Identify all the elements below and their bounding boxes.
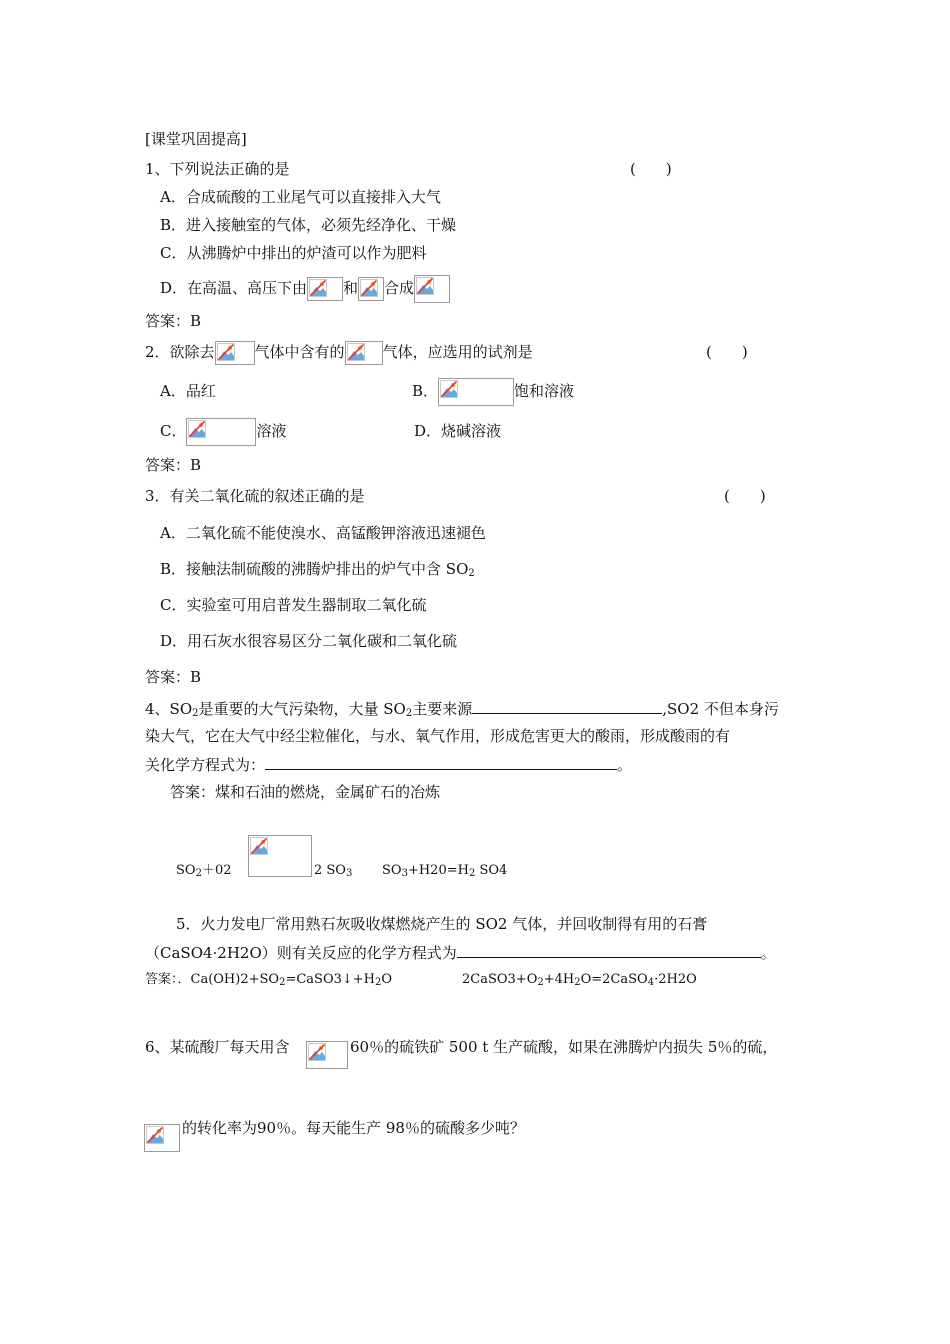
subscript: 2 bbox=[279, 977, 286, 988]
answer-blank bbox=[472, 697, 662, 714]
eq-text: SO bbox=[382, 863, 402, 878]
q4-eq-second bbox=[382, 860, 507, 885]
section-title: [课堂巩固提高] bbox=[145, 130, 247, 148]
q2-answer: 答案：B bbox=[145, 456, 202, 474]
q4-text: ,SO2 不但本身污 bbox=[662, 700, 779, 718]
q4-text: 主要来源 bbox=[412, 700, 473, 718]
q2-option-a: A．品红 bbox=[160, 382, 216, 400]
broken-image-icon bbox=[186, 418, 256, 446]
q4-text: 4、SO bbox=[145, 700, 193, 718]
subscript: 3 bbox=[401, 868, 408, 879]
subscript: 2 bbox=[537, 977, 544, 988]
broken-image-icon bbox=[306, 1041, 348, 1069]
q4-eq-left bbox=[176, 860, 232, 885]
q2-stem-prefix: 2．欲除去 bbox=[145, 343, 215, 361]
q5-ans-text: 2CaSO3+O bbox=[462, 972, 538, 987]
q5-line2 bbox=[145, 941, 776, 964]
broken-image-icon bbox=[358, 277, 384, 301]
subscript: 2 bbox=[574, 977, 581, 988]
q2-stem bbox=[145, 341, 533, 365]
q1-answer: 答案：B bbox=[145, 312, 202, 330]
q1-stem: 1、下列说法正确的是 bbox=[145, 160, 290, 178]
q1-option-c: C．从沸腾炉中排出的炉渣可以作为肥料 bbox=[160, 244, 427, 262]
subscript: 2 bbox=[192, 708, 199, 719]
q1-option-a: A．合成硫酸的工业尾气可以直接排入大气 bbox=[160, 188, 441, 206]
subscript: 4 bbox=[647, 977, 655, 988]
q1-d-prefix: D．在高温、高压下由 bbox=[160, 279, 308, 297]
q2-stem-suffix: 气体，应选用的试剂是 bbox=[382, 343, 533, 361]
q4-text: 关化学方程式为： bbox=[145, 756, 266, 774]
q2-bracket: ( ) bbox=[706, 343, 748, 361]
q5-text: 。 bbox=[760, 944, 776, 962]
broken-image-icon bbox=[307, 277, 343, 301]
q6-line2: 的转化率为90％。每天能生产 98％的硫酸多少吨？ bbox=[182, 1119, 525, 1137]
q1-d-and: 和 bbox=[343, 279, 359, 297]
q4-text: 。 bbox=[617, 756, 633, 774]
q5-ans-text: +4H bbox=[543, 972, 575, 987]
q6-line1: 6、某硫酸厂每天用含 bbox=[145, 1038, 290, 1056]
q5-ans-text: 答案：．Ca(OH)2+SO bbox=[145, 972, 280, 987]
eq-text: SO4 bbox=[475, 863, 508, 878]
q1-option-d bbox=[160, 275, 450, 303]
eq-text: SO bbox=[176, 863, 196, 878]
eq-text: ＋02 bbox=[201, 863, 232, 878]
q2-c-prefix: C． bbox=[160, 422, 187, 440]
broken-image-icon bbox=[438, 378, 514, 406]
q5-ans-text: O bbox=[381, 972, 393, 987]
q5-text: （CaSO4·2H2O）则有关反应的化学方程式为 bbox=[145, 944, 457, 962]
subscript: 2 bbox=[405, 708, 413, 719]
eq-text: +H20=H bbox=[407, 863, 469, 878]
q4-text: 是重要的大气污染物，大量 SO bbox=[198, 700, 406, 718]
eq-text: 2 SO bbox=[314, 863, 346, 878]
broken-image-icon bbox=[215, 341, 255, 365]
q4-line1 bbox=[145, 697, 779, 725]
q3-option-a: A．二氧化硫不能使溴水、高锰酸钾溶液迅速褪色 bbox=[160, 524, 486, 542]
q3-stem: 3．有关二氧化硫的叙述正确的是 bbox=[145, 487, 365, 505]
q5-answer-1 bbox=[145, 969, 392, 994]
q2-b-prefix: B． bbox=[412, 382, 439, 400]
q5-line1: 5．火力发电厂常用熟石灰吸收煤燃烧产生的 SO2 气体，并回收制得有用的石膏 bbox=[176, 915, 708, 933]
q5-ans-text: ·2H2O bbox=[654, 972, 697, 987]
q2-stem-mid: 气体中含有的 bbox=[254, 343, 345, 361]
q2-option-c bbox=[160, 418, 287, 446]
q4-line2: 染大气，它在大气中经尘粒催化，与水、氧气作用，形成危害更大的酸雨，形成酸雨的有 bbox=[145, 727, 731, 745]
q2-option-d: D．烧碱溶液 bbox=[414, 422, 502, 440]
subscript: 2 bbox=[468, 568, 475, 579]
answer-blank bbox=[457, 941, 761, 958]
broken-image-icon bbox=[144, 1124, 180, 1152]
q2-option-b bbox=[412, 378, 574, 406]
q3-bracket: ( ) bbox=[724, 487, 766, 505]
broken-image-icon bbox=[248, 835, 312, 877]
q5-ans-text: O=2CaSO bbox=[580, 972, 648, 987]
q2-c-suffix: 溶液 bbox=[256, 422, 287, 440]
subscript: 3 bbox=[345, 868, 353, 879]
q3-option-c: C．实验室可用启普发生器制取二氧化硫 bbox=[160, 596, 427, 614]
q3-option-b bbox=[160, 558, 475, 585]
q1-d-form: 合成 bbox=[384, 279, 415, 297]
q3-option-d: D．用石灰水很容易区分二氧化碳和二氧化硫 bbox=[160, 632, 458, 650]
q3-answer: 答案：B bbox=[145, 668, 202, 686]
answer-blank bbox=[265, 753, 617, 770]
q5-answer-2 bbox=[462, 969, 697, 994]
q5-ans-text: =CaSO3↓+H bbox=[285, 972, 375, 987]
q4-answer: 答案：煤和石油的燃烧，金属矿石的冶炼 bbox=[170, 783, 441, 801]
subscript: 2 bbox=[195, 868, 202, 879]
q6-line1-suffix: 60％的硫铁矿 500 t 生产硫酸，如果在沸腾炉内损失 5％的硫， bbox=[350, 1038, 778, 1056]
q2-b-suffix: 饱和溶液 bbox=[514, 382, 575, 400]
q4-eq-product bbox=[314, 860, 352, 885]
q1-bracket: ( ) bbox=[630, 160, 672, 178]
subscript: 2 bbox=[375, 977, 382, 988]
subscript: 2 bbox=[468, 868, 476, 879]
q3-b-text: B．接触法制硫酸的沸腾炉排出的炉气中含 SO bbox=[160, 560, 469, 578]
q1-option-b: B．进入接触室的气体，必须先经净化、干燥 bbox=[160, 216, 457, 234]
broken-image-icon bbox=[414, 275, 450, 303]
q4-line3 bbox=[145, 753, 632, 776]
broken-image-icon bbox=[345, 341, 383, 365]
